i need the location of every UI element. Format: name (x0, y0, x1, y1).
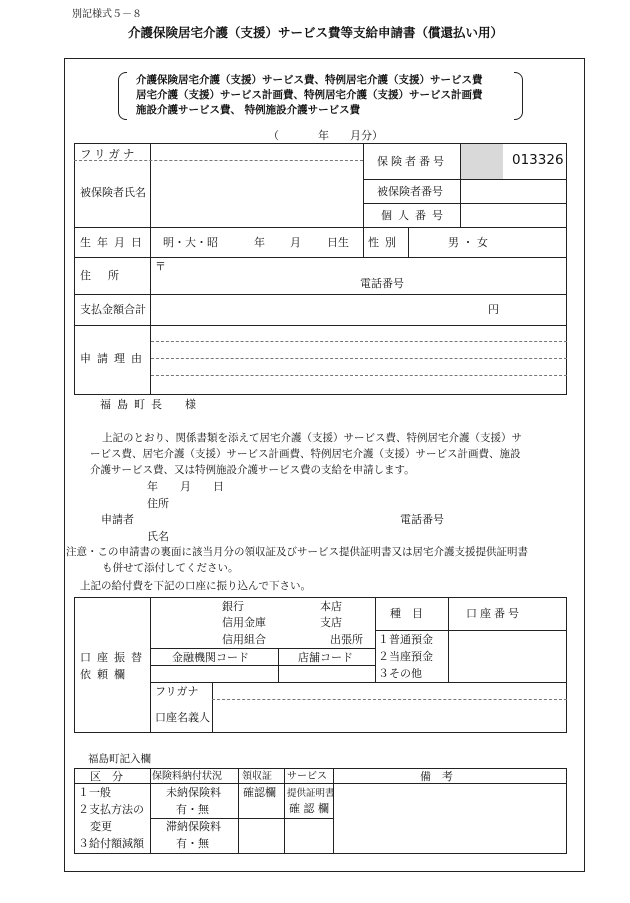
form-title: 介護保険居宅介護（支援）サービス費等支給申請書（償還払い用） (128, 25, 504, 40)
note-line-2: も併せて添付してください。 (102, 562, 239, 574)
holder-name-label: 口座名義人 (155, 711, 210, 724)
address-phone-label: 電話番号 (360, 277, 404, 290)
branch-office: 出張所 (330, 633, 363, 646)
overdue-premium: 滞納保険料 (166, 820, 221, 833)
declaration-date: 年 月 日 (147, 480, 224, 493)
transfer-notice: 上記の給付費を下記の口座に振り込んで下さい。 (80, 580, 311, 592)
declaration-line-1: 上記のとおり、関係書類を添えて居宅介護（支援）サービス費、特例居宅介護（支援）サ (102, 432, 522, 444)
category-general: １一般 (78, 786, 111, 799)
service-type-1: 介護保険居宅介護（支援）サービス費、特例居宅介護（支援）サービス費 (136, 74, 483, 86)
birth-year: 年 (254, 236, 265, 249)
applicant-label: 申請者 (101, 513, 134, 526)
personal-no-label: 個人番号 (381, 209, 449, 222)
service-cert-label: 提供証明書 (287, 788, 335, 799)
office-col-service: サービス (287, 771, 327, 782)
account-type-header: 種 目 (390, 607, 423, 620)
bank-label-line-1: 口座振替 (80, 651, 148, 664)
period-year: 年 (318, 129, 329, 142)
declaration-line-2: ービス費、居宅介護（支援）サービス計画費、特例居宅介護（支援）サービス計画費、施設 (90, 448, 521, 460)
declaration-line-3: 介護サービス費、又は特例施設介護サービス費の支給を申請します。 (90, 464, 415, 476)
office-col-category: 区 分 (90, 770, 123, 783)
branch-code-label: 店舗コード (298, 651, 353, 664)
amount-label: 支払金額合計 (80, 303, 146, 316)
office-col-receipt: 領収証 (242, 771, 272, 782)
bank-label-line-2: 依頼欄 (80, 668, 131, 681)
amount-unit: 円 (488, 303, 499, 316)
insurer-no-value: 013326 (512, 152, 564, 168)
declaration-phone-label: 電話番号 (400, 513, 444, 526)
insured-no-label: 被保険者番号 (377, 185, 443, 198)
sex-options: 男 ・ 女 (448, 236, 488, 249)
overdue-premium-option: 有・無 (176, 837, 209, 850)
left-bracket (118, 72, 127, 120)
birth-day: 日生 (327, 236, 349, 249)
service-type-2: 居宅介護（支援）サービス計画費、特例居宅介護（支援）サービス計画費 (136, 89, 483, 101)
address-label: 住 所 (80, 269, 122, 282)
insurer-no-label: 保険者番号 (377, 155, 447, 168)
insurer-no-shade (461, 144, 503, 179)
note-line-1: 注意・この申請書の裏面に該当月分の領収証及びサービス提供証明書又は居宅介護支援提供証明書 (66, 546, 528, 558)
type-current: ２当座預金 (378, 650, 433, 663)
office-section-title: 福島町記入欄 (88, 753, 151, 765)
office-col-premium: 保険料納付状況 (152, 771, 222, 782)
holder-furigana-label: フリガナ (155, 685, 199, 698)
inst-code-label: 金融機関コード (172, 651, 249, 664)
addressee: 福島町長 様 (100, 398, 202, 411)
inst-kumiai: 信用組合 (222, 633, 266, 646)
birth-month: 月 (290, 236, 301, 249)
period-open: （ (268, 129, 279, 142)
office-col-remarks: 備 考 (420, 770, 453, 783)
category-payment-change-a: ２支払方法の (78, 803, 144, 816)
declaration-name-label: 氏名 (147, 530, 169, 543)
declaration-address-label: 住所 (147, 497, 169, 510)
birth-eras: 明・大・昭 (163, 236, 218, 249)
birth-label: 生年月日 (80, 236, 148, 249)
postal-mark: 〒 (155, 260, 166, 273)
insured-name-label: 被保険者氏名 (80, 186, 146, 199)
right-bracket (514, 72, 523, 120)
reason-label: 申請理由 (80, 352, 148, 365)
period-month: 月分） (350, 129, 383, 142)
service-check-label: 確 認 欄 (289, 802, 329, 815)
form-number: 別記様式５－８ (72, 9, 142, 20)
type-ordinary: １普通預金 (378, 633, 433, 646)
service-type-3: 施設介護サービス費、 特例施設介護サービス費 (136, 104, 361, 116)
receipt-check-label: 確認欄 (243, 786, 276, 799)
branch-main: 本店 (320, 600, 342, 613)
inst-bank: 銀行 (222, 600, 244, 613)
type-other: ３その他 (378, 667, 422, 680)
furigana-label: フリガナ (80, 147, 138, 161)
branch-branch: 支店 (320, 616, 342, 629)
unpaid-premium: 未納保険料 (166, 786, 221, 799)
inst-shinkin: 信用金庫 (222, 616, 266, 629)
category-payment-change-b: 変更 (90, 820, 112, 833)
account-no-header: 口座番号 (466, 607, 522, 620)
category-reduction: ３給付額減額 (78, 837, 144, 850)
sex-label: 性別 (368, 236, 402, 249)
unpaid-premium-option: 有・無 (176, 803, 209, 816)
